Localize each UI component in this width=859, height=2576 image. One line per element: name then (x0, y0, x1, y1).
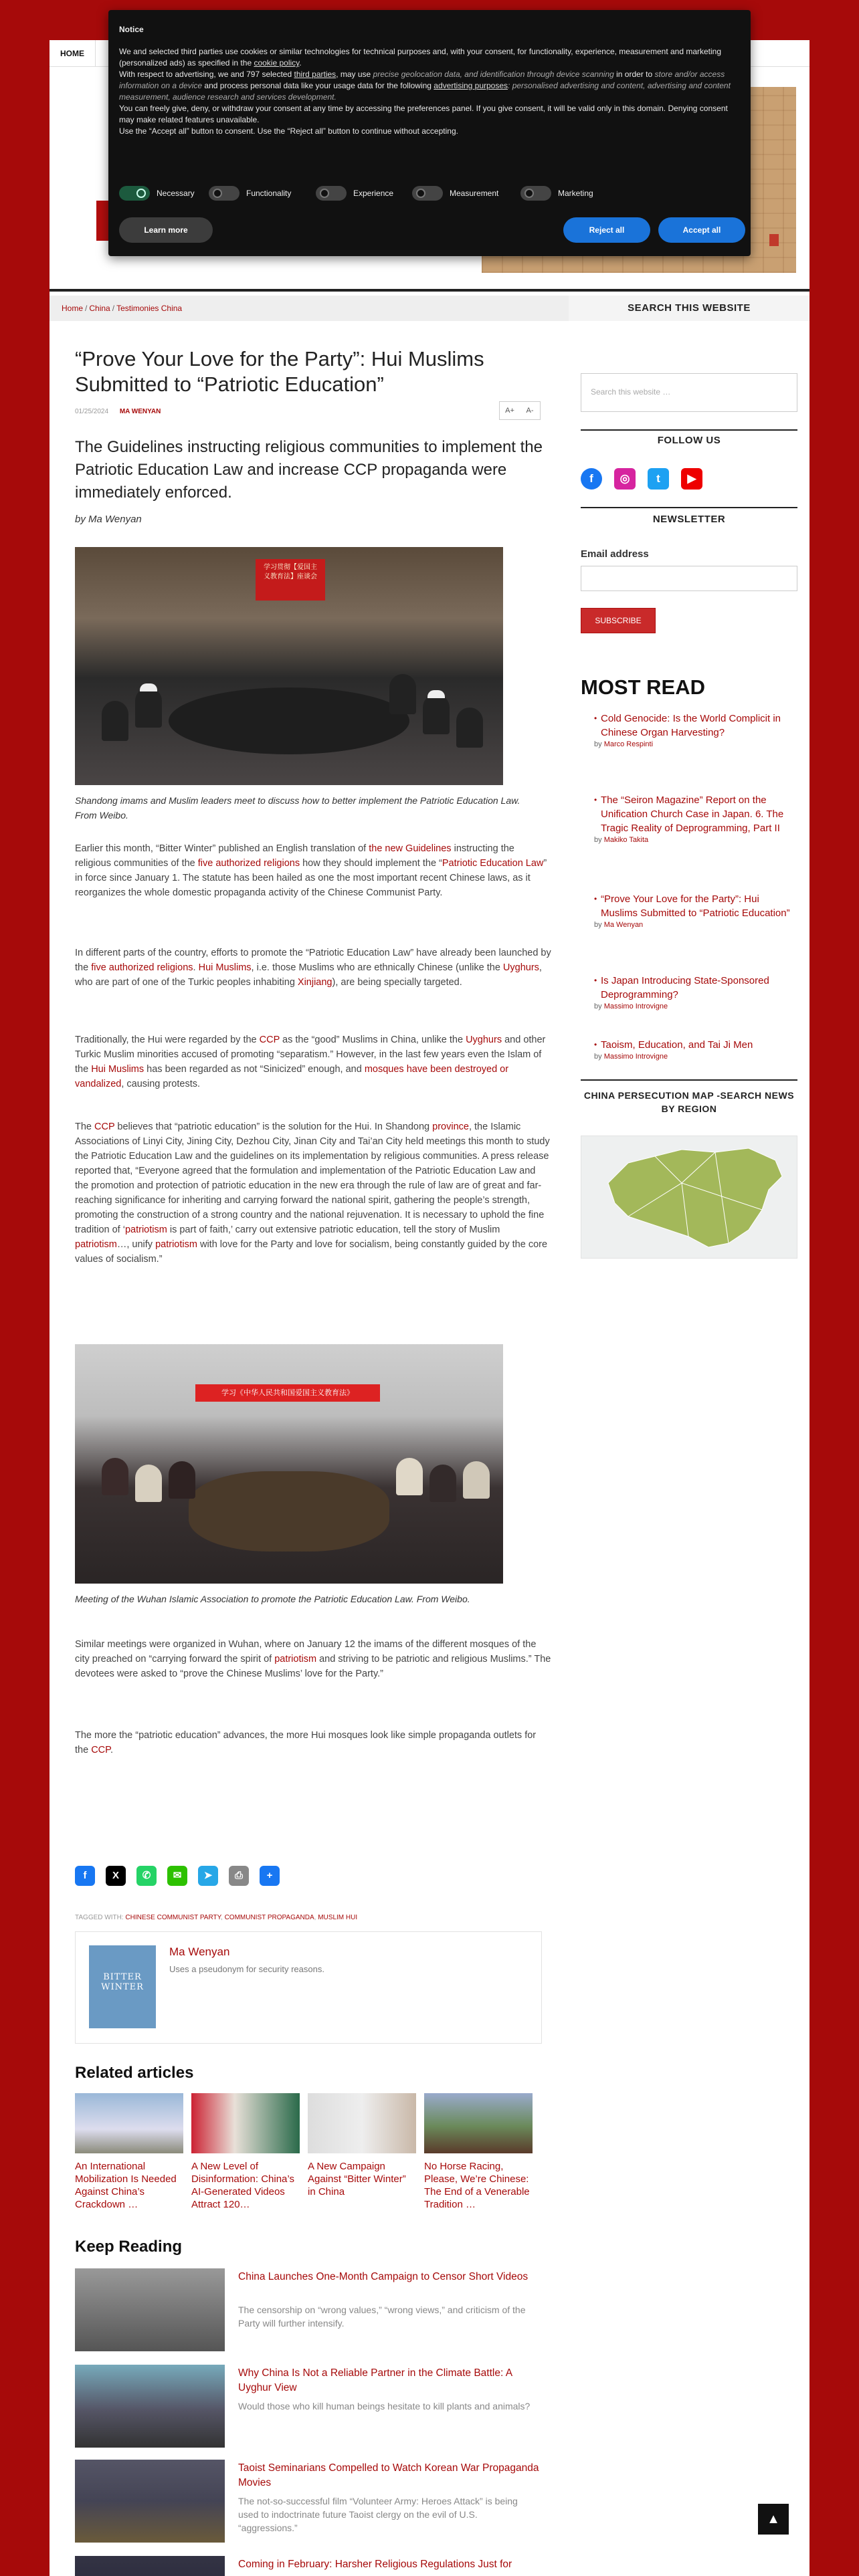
keep-reading-title[interactable]: Coming in February: Harsher Religious Regulations Just for (238, 2559, 512, 2570)
by-label: by (594, 1053, 604, 1061)
breadcrumb-home[interactable]: Home (62, 304, 84, 313)
breadcrumb-section[interactable]: Testimonies China (116, 304, 183, 313)
article-photo-2 (75, 1344, 503, 1584)
related-thumbnail (424, 2093, 533, 2153)
keep-reading-item[interactable] (75, 2556, 543, 2576)
instagram-icon[interactable]: ◎ (614, 468, 636, 490)
link-patriotic-education-law[interactable]: Patriotic Education Law (442, 858, 544, 869)
most-read-author[interactable]: Massimo Introvigne (603, 1053, 668, 1061)
most-read-title[interactable]: • Taoism, Education, and Tai Ji Men (581, 1038, 795, 1052)
consent-text: We and selected third parties use cookies or similar technologies for technical purposes and, with your consent, for functionality, experience, measurement and marketing (personalized ads) as specified in the cookie policy. With respect to advertising, we and 797 selected third parties, may use precise geolocation data, and identification through device scanning in order to store and/or access information on a device and process personal data like your usage data for the following advertising purposes: personalised advertising and content, advertising and content measurement, audience research and services development. You can freely give, deny, or withdraw your consent at any time by accessing the preferences panel. If you give consent, it will be valid only in this domain. Denying consent may make related features unavailable. Use the “Accept all” button to consent. Use the “Reject all” button to continue without accepting. (119, 47, 731, 136)
author-name-link[interactable]: Ma Wenyan (169, 1945, 230, 1958)
author-avatar-text: BITTER WINTER (101, 1972, 144, 1992)
related-thumbnail (191, 2093, 300, 2153)
reject-all-button[interactable]: Reject all (563, 217, 650, 243)
link-new-guidelines[interactable]: the new Guidelines (369, 843, 452, 854)
related-title[interactable]: An International Mobilization Is Needed Against China’s Crackdown … (75, 2161, 177, 2210)
subscribe-button[interactable]: SUBSCRIBE (581, 608, 656, 633)
by-label: by (594, 740, 604, 748)
keep-reading-title[interactable]: Taoist Seminarians Compelled to Watch Korean War Propaganda Movies (238, 2462, 539, 2488)
related-card[interactable] (75, 2093, 183, 2211)
keep-reading-thumbnail (75, 2460, 225, 2543)
article-meta (75, 408, 161, 415)
article-date: 01/25/2024 (75, 408, 109, 415)
photo1-screen-text: 学习贯彻【爱国主义教育法】座谈会 (264, 564, 317, 580)
related-title[interactable]: A New Level of Disinformation: China’s AI-Generated Videos Attract 120… (191, 2161, 294, 2210)
author-avatar[interactable] (89, 1945, 156, 2028)
most-read-item[interactable] (581, 793, 795, 844)
keep-reading-title[interactable]: China Launches One-Month Campaign to Censor Short Videos (238, 2271, 529, 2282)
cookie-policy-link[interactable]: cookie policy (254, 58, 300, 68)
map-heading: CHINA PERSECUTION MAP -SEARCH NEWS BY REGION (583, 1090, 795, 1114)
article-header (75, 346, 545, 397)
font-decrease-button[interactable]: A- (526, 407, 534, 415)
tag-communist-propaganda[interactable]: COMMUNIST PROPAGANDA (224, 1914, 314, 1921)
back-to-top-button[interactable]: ▲ (758, 2504, 789, 2535)
toggle-marketing[interactable]: Marketing (520, 185, 593, 201)
related-card[interactable] (424, 2093, 533, 2211)
youtube-icon[interactable]: ▶ (681, 468, 702, 490)
newsletter-heading: NEWSLETTER (652, 514, 726, 525)
search-input[interactable]: Search this website … (581, 373, 797, 412)
article-title: “Prove Your Love for the Party”: Hui Muslims Submitted to “Patriotic Education” (75, 347, 484, 396)
most-read-item[interactable] (581, 712, 795, 748)
divider (581, 507, 797, 508)
toggle-measurement[interactable]: Measurement (412, 185, 498, 201)
photo-1-caption: Shandong imams and Muslim leaders meet to discuss how to better implement the Patriotic Education Law. From Weibo. (75, 795, 520, 821)
whatsapp-share-icon[interactable]: ✆ (136, 1866, 157, 1886)
toggle-necessary[interactable]: Necessary (119, 185, 195, 201)
link-province[interactable]: province (432, 1121, 469, 1132)
link-patriotism-3[interactable]: patriotism (155, 1239, 197, 1250)
toggle-experience[interactable]: Experience (316, 185, 393, 201)
twitter-icon[interactable]: t (648, 468, 669, 490)
cookie-consent-dialog (108, 10, 751, 256)
by-label: by (594, 836, 604, 844)
more-share-icon[interactable]: + (260, 1866, 280, 1886)
most-read-title[interactable]: • The “Seiron Magazine” Report on the Unification Church Case in Japan. 6. The Tragic Reality of Deprogramming, Part II (581, 793, 795, 835)
keep-reading-excerpt: The censorship on “wrong values,” “wrong views,” and criticism of the Party will further intensify. (238, 2304, 526, 2329)
keep-reading-item[interactable] (75, 2460, 543, 2547)
telegram-share-icon[interactable]: ➤ (198, 1866, 218, 1886)
advertising-purposes-link[interactable]: advertising purposes (434, 81, 508, 90)
keep-reading-thumbnail (75, 2556, 225, 2576)
keep-reading-title[interactable]: Why China Is Not a Reliable Partner in the Climate Battle: A Uyghur View (238, 2367, 512, 2393)
keep-reading-heading: Keep Reading (75, 2238, 183, 2256)
keep-reading-item[interactable] (75, 2268, 543, 2355)
photo-2-caption: Meeting of the Wuhan Islamic Association to promote the Patriotic Education Law. From Weibo. (75, 1594, 470, 1604)
article-paragraph-3: Traditionally, the Hui were regarded by the CCP as the “good” Muslims in China, unlike the Uyghurs and other Turkic Muslim minorities accused of promoting “separatism.” However, in the last few years even the Islam of the Hui Muslims has been regarded as not “Sinicized” enough, and mosques have been destroyed or vandalized, causing protests. (75, 1035, 546, 1089)
learn-more-button[interactable]: Learn more (119, 217, 213, 243)
related-thumbnail (75, 2093, 183, 2153)
article-paragraph-5: Similar meetings were organized in Wuhan, where on January 12 the imams of the different mosques of the city preached on “carrying forward the spirit of patriotism and striving to be patriotic and religious Muslims.” The devotees were asked to “prove the Chinese Muslims’ love for the Party.” (75, 1639, 551, 1679)
sidebar (569, 296, 809, 1232)
print-share-icon[interactable]: ⎙ (229, 1866, 249, 1886)
breadcrumb: Home / China / Testimonies China (62, 304, 183, 313)
divider (581, 1079, 797, 1081)
header-divider (50, 289, 809, 292)
font-size-control (499, 401, 541, 420)
article-lead: The Guidelines instructing religious communities to implement the Patriotic Education Law and increase CCP propaganda were immediately enforced. (75, 438, 543, 502)
article-paragraph-1: Earlier this month, “Bitter Winter” published an English translation of the new Guidelines instructing the religious communities of the five authorized religions how they should implement the “Patriotic Education Law” in force since January 1. The statute has been hailed as one the most important recent Chinese laws, as it reorganizes the whole domestic propaganda activity of the Chinese Communist Party. (75, 843, 547, 898)
tag-list: TAGGED WITH: CHINESE COMMUNIST PARTY, COMMUNIST PROPAGANDA, MUSLIM HUI (75, 1914, 358, 1921)
keep-reading-thumbnail (75, 2268, 225, 2351)
related-title[interactable]: No Horse Racing, Please, We’re Chinese: The End of a Venerable Tradition … (424, 2161, 530, 2210)
link-ccp-2[interactable]: CCP (94, 1121, 115, 1132)
article-byline: by Ma Wenyan (75, 514, 142, 525)
nav-home[interactable]: HOME (50, 40, 96, 67)
follow-heading: FOLLOW US (657, 435, 721, 446)
most-read-author[interactable]: Ma Wenyan (603, 921, 644, 929)
x-share-icon[interactable]: X (106, 1866, 126, 1886)
author-bio: Uses a pseudonym for security reasons. (169, 1964, 324, 1974)
keep-reading-excerpt: The not-so-successful film “Volunteer Army: Heroes Attack” is being used to indoctrinate future Taoist clergy on the evil of U.S. “aggressions.” (238, 2496, 518, 2533)
most-read-title[interactable]: • “Prove Your Love for the Party”: Hui Muslims Submitted to “Patriotic Education” (581, 892, 795, 920)
link-five-authorized-religions[interactable]: five authorized religions (197, 858, 300, 869)
most-read-author[interactable]: Marco Respinti (603, 740, 654, 748)
divider (581, 429, 797, 431)
breadcrumb-china[interactable]: China (89, 304, 110, 313)
page (50, 40, 809, 2576)
article-paragraph-2: In different parts of the country, efforts to promote the “Patriotic Education Law” have already been launched by the five authorized religions. Hui Muslims, i.e. those Muslims who are ethnically Chinese (unlike the Uyghurs, who are part of one of the Turkic peoples inhabiting Xinjiang), are being specially targeted. (75, 948, 551, 988)
wechat-share-icon[interactable]: ✉ (167, 1866, 187, 1886)
accept-all-button[interactable]: Accept all (658, 217, 745, 243)
link-patriotism-4[interactable]: patriotism (274, 1654, 317, 1665)
email-label: Email address (581, 548, 649, 560)
tag-ccp[interactable]: CHINESE COMMUNIST PARTY (125, 1914, 221, 1921)
link-mosques-destroyed[interactable]: mosques have been destroyed or vandalized (75, 1064, 509, 1089)
link-ccp[interactable]: CCP (259, 1035, 280, 1045)
tag-label: TAGGED WITH: (75, 1914, 126, 1921)
link-uyghurs[interactable]: Uyghurs (502, 962, 539, 973)
most-read-author[interactable]: Massimo Introvigne (603, 1002, 668, 1010)
related-card[interactable] (191, 2093, 300, 2211)
article-author-link[interactable]: MA WENYAN (119, 408, 161, 415)
facebook-share-icon[interactable]: f (75, 1866, 95, 1886)
link-hui-muslims-2[interactable]: Hui Muslims (91, 1064, 145, 1075)
by-label: by (594, 921, 604, 929)
facebook-icon[interactable]: f (581, 468, 602, 490)
most-read-heading: MOST READ (581, 675, 705, 699)
link-patriotism-1[interactable]: patriotism (124, 1224, 167, 1235)
related-articles-heading: Related articles (75, 2064, 194, 2082)
most-read-author[interactable]: Makiko Takita (603, 836, 649, 844)
breadcrumb-bar (50, 296, 569, 321)
related-thumbnail (308, 2093, 416, 2153)
related-title[interactable]: A New Campaign Against “Bitter Winter” in China (308, 2161, 406, 2197)
keep-reading-item[interactable] (75, 2365, 543, 2452)
most-read-item[interactable] (581, 892, 795, 929)
email-input[interactable] (581, 566, 797, 591)
link-uyghurs-2[interactable]: Uyghurs (466, 1035, 502, 1045)
consent-title: Notice (119, 25, 144, 34)
third-parties-link[interactable]: third parties (294, 70, 337, 79)
most-read-item[interactable] (581, 974, 795, 1010)
by-label: by (594, 1002, 604, 1010)
link-hui-muslims[interactable]: Hui Muslims (198, 962, 252, 973)
most-read-title[interactable]: • Cold Genocide: Is the World Complicit in Chinese Organ Harvesting? (581, 712, 795, 740)
related-card[interactable] (308, 2093, 416, 2198)
keep-reading-excerpt: Would those who kill human beings hesitate to kill plants and animals? (238, 2401, 531, 2411)
link-five-authorized-religions-2[interactable]: five authorized religions (91, 962, 193, 973)
font-increase-button[interactable]: A+ (505, 407, 514, 415)
photo2-banner-text: 学习《中华人民共和国爱国主义教育法》 (195, 1384, 380, 1402)
link-xinjiang[interactable]: Xinjiang (297, 977, 332, 988)
link-patriotism-2[interactable]: patriotism (75, 1239, 117, 1250)
most-read-title[interactable]: • Is Japan Introducing State-Sponsored Deprogramming? (581, 974, 795, 1002)
keep-reading-thumbnail (75, 2365, 225, 2448)
most-read-item[interactable] (581, 1038, 795, 1061)
china-map-graphic (581, 1136, 798, 1259)
link-ccp-3[interactable]: CCP (91, 1745, 110, 1755)
tag-muslim-hui[interactable]: MUSLIM HUI (318, 1914, 358, 1921)
author-box (75, 1931, 542, 2044)
article-photo-1 (75, 547, 503, 785)
article-paragraph-6: The more the “patriotic education” advances, the more Hui mosques look like simple propaganda outlets for the CCP. (75, 1730, 537, 1755)
article-paragraph-4: The CCP believes that “patriotic education” is the solution for the Hui. In Shandong province, the Islamic Associations of Linyi City, Jining City, Dezhou City, Jinan City and Tai’an City held meetings this month to study the Patriotic Education Law and the guidelines on its implementation by religious communities. A press release reported that, “Everyone agreed that the formulation and implementation of the Patriotic Education Law and the promotion and protection of patriotic education in the new era through the rule of law are of great and far-reaching significance for inheriting and carrying forward the national spirit, gathering the people’s strength, promoting the construction of a strong country and the national rejuvenation. It is necessary to uphold the fine tradition of ‘patriotism is part of faith,’ carry out extensive patriotic education, tell the story of Muslim patriotism…, unify patriotism with love for the Party and love for socialism, being constantly guided by the core values of socialism.” (75, 1121, 550, 1265)
search-heading: SEARCH THIS WEBSITE (569, 296, 809, 321)
toggle-functionality[interactable]: Functionality (209, 185, 291, 201)
china-persecution-map[interactable] (581, 1136, 797, 1259)
